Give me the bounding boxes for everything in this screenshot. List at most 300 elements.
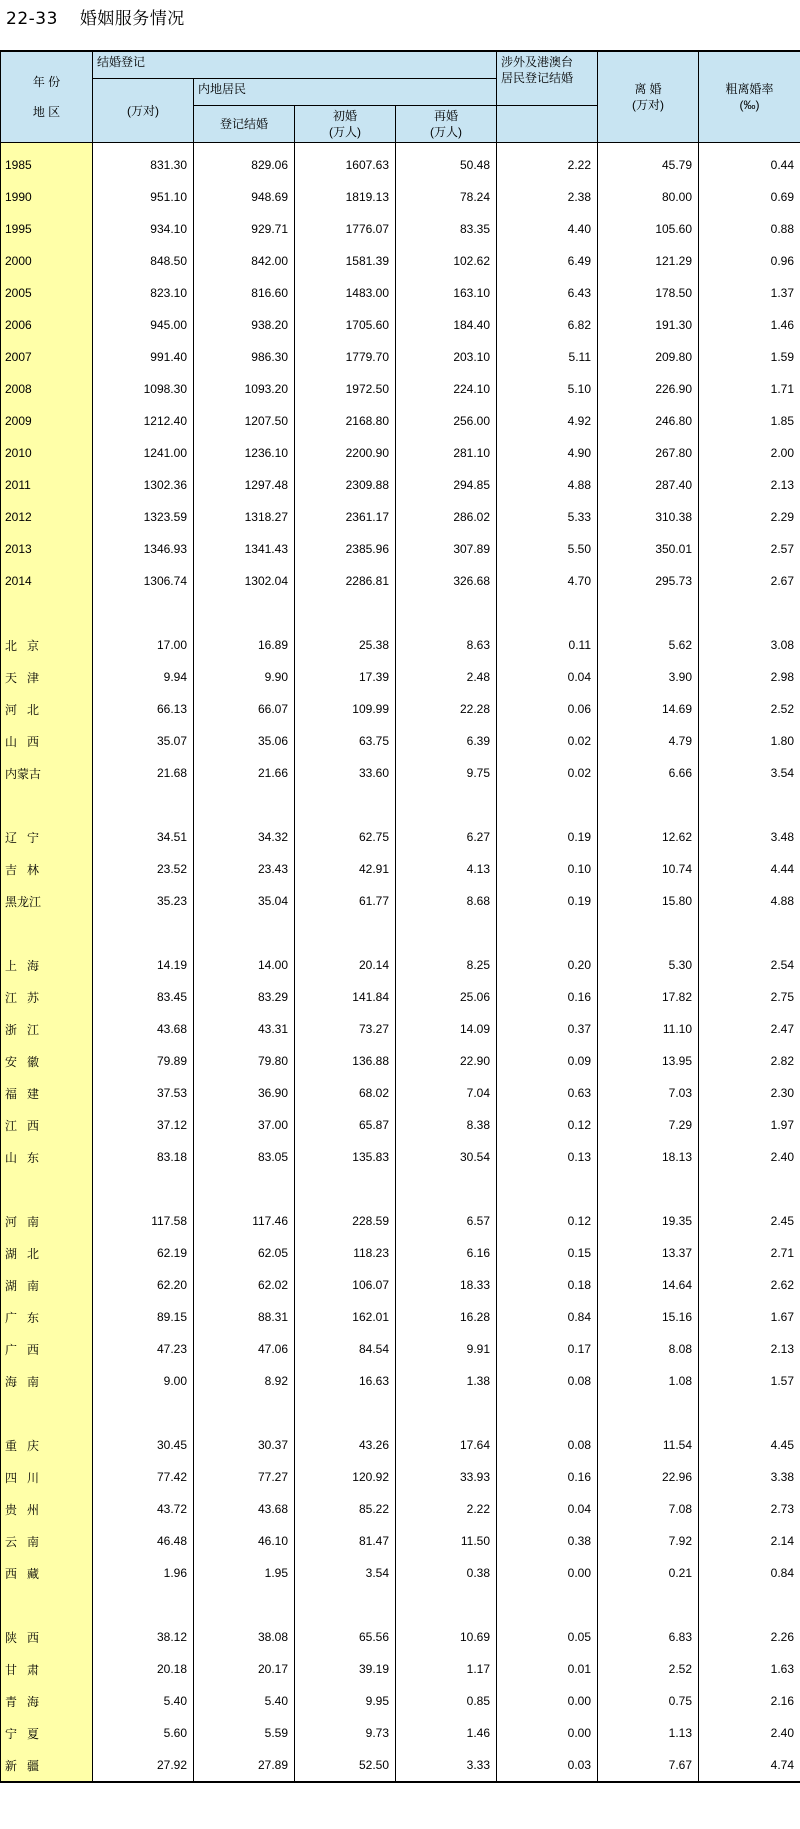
table-row [1,277,800,309]
value-cell: 102.62 [396,245,497,277]
spacer-cell [396,1173,497,1205]
value-cell: 191.30 [598,309,699,341]
value-cell: 7.03 [598,1077,699,1109]
value-cell: 27.89 [194,1749,295,1782]
value-cell: 37.12 [93,1109,194,1141]
value-cell: 66.13 [93,693,194,725]
value-cell: 7.08 [598,1493,699,1525]
value-cell: 6.16 [396,1237,497,1269]
value-cell: 1302.36 [93,469,194,501]
value-cell: 1705.60 [295,309,396,341]
region-cell: 西藏 [1,1557,93,1589]
value-cell: 35.06 [194,725,295,757]
value-cell: 83.35 [396,213,497,245]
value-cell: 4.40 [497,213,598,245]
value-cell: 1581.39 [295,245,396,277]
value-cell: 1.97 [699,1109,800,1141]
value-cell: 43.68 [93,1013,194,1045]
header-first-marriage [295,106,396,143]
table-row [1,1653,800,1685]
value-cell: 0.44 [699,149,800,181]
value-cell: 2.54 [699,949,800,981]
value-cell: 0.96 [699,245,800,277]
value-cell: 3.48 [699,821,800,853]
value-cell: 4.79 [598,725,699,757]
value-cell: 0.63 [497,1077,598,1109]
region-cell: 青海 [1,1685,93,1717]
value-cell: 2.00 [699,437,800,469]
value-cell: 1.59 [699,341,800,373]
year-cell: 2007 [1,341,93,373]
value-cell: 0.75 [598,1685,699,1717]
table-row [1,373,800,405]
spacer-cell [396,917,497,949]
value-cell: 1.57 [699,1365,800,1397]
value-cell: 63.75 [295,725,396,757]
spacer-cell [396,597,497,629]
value-cell: 281.10 [396,437,497,469]
region-cell: 甘肃 [1,1653,93,1685]
region-cell: 山东 [1,1141,93,1173]
value-cell: 1.46 [699,309,800,341]
spacer-row [1,1173,800,1205]
value-cell: 991.40 [93,341,194,373]
header-divorce-unit: (万对) [632,98,665,112]
value-cell: 2.22 [497,149,598,181]
value-cell: 2.62 [699,1269,800,1301]
spacer-cell [194,1589,295,1621]
value-cell: 823.10 [93,277,194,309]
value-cell: 0.18 [497,1269,598,1301]
table-row [1,1141,800,1173]
value-cell: 66.07 [194,693,295,725]
value-cell: 73.27 [295,1013,396,1045]
table-row [1,1493,800,1525]
value-cell: 17.82 [598,981,699,1013]
value-cell: 1323.59 [93,501,194,533]
table-row [1,853,800,885]
table-row [1,1365,800,1397]
value-cell: 135.83 [295,1141,396,1173]
value-cell: 22.96 [598,1461,699,1493]
value-cell: 938.20 [194,309,295,341]
value-cell: 81.47 [295,1525,396,1557]
value-cell: 3.38 [699,1461,800,1493]
value-cell: 2.38 [497,181,598,213]
region-cell: 北京 [1,629,93,661]
value-cell: 0.05 [497,1621,598,1653]
spacer-cell [699,597,800,629]
value-cell: 9.73 [295,1717,396,1749]
value-cell: 1341.43 [194,533,295,565]
value-cell: 9.91 [396,1333,497,1365]
region-cell: 贵州 [1,1493,93,1525]
value-cell: 4.45 [699,1429,800,1461]
value-cell: 8.92 [194,1365,295,1397]
table-row [1,1109,800,1141]
value-cell: 85.22 [295,1493,396,1525]
value-cell: 43.68 [194,1493,295,1525]
value-cell: 9.75 [396,757,497,789]
spacer-cell [93,789,194,821]
value-cell: 61.77 [295,885,396,917]
header-foreign-label: 涉外及港澳台 [501,55,574,69]
value-cell: 4.88 [497,469,598,501]
value-cell: 20.14 [295,949,396,981]
table-row [1,1749,800,1782]
value-cell: 0.38 [396,1557,497,1589]
value-cell: 62.02 [194,1269,295,1301]
header-foreign [497,51,598,106]
value-cell: 2.40 [699,1717,800,1749]
spacer-cell [699,917,800,949]
table-row [1,213,800,245]
value-cell: 1.08 [598,1365,699,1397]
value-cell: 118.23 [295,1237,396,1269]
spacer-cell [295,1397,396,1429]
value-cell: 6.27 [396,821,497,853]
value-cell: 2.47 [699,1013,800,1045]
spacer-cell [497,597,598,629]
region-cell: 江苏 [1,981,93,1013]
table-row [1,1557,800,1589]
value-cell: 2.40 [699,1141,800,1173]
value-cell: 951.10 [93,181,194,213]
table-row [1,1525,800,1557]
value-cell: 1.37 [699,277,800,309]
value-cell: 11.10 [598,1013,699,1045]
value-cell: 0.00 [497,1557,598,1589]
value-cell: 7.67 [598,1749,699,1782]
value-cell: 0.16 [497,1461,598,1493]
value-cell: 0.69 [699,181,800,213]
header-divorce-rate [699,51,800,143]
region-cell: 福建 [1,1077,93,1109]
value-cell: 14.19 [93,949,194,981]
value-cell: 0.09 [497,1045,598,1077]
table-row [1,437,800,469]
value-cell: 14.09 [396,1013,497,1045]
value-cell: 22.28 [396,693,497,725]
value-cell: 163.10 [396,277,497,309]
spacer-cell [295,1589,396,1621]
value-cell: 88.31 [194,1301,295,1333]
value-cell: 0.16 [497,981,598,1013]
table-row [1,629,800,661]
value-cell: 16.89 [194,629,295,661]
value-cell: 30.37 [194,1429,295,1461]
value-cell: 8.63 [396,629,497,661]
value-cell: 43.31 [194,1013,295,1045]
value-cell: 4.44 [699,853,800,885]
table-row [1,661,800,693]
value-cell: 47.06 [194,1333,295,1365]
value-cell: 1207.50 [194,405,295,437]
value-cell: 1972.50 [295,373,396,405]
value-cell: 6.82 [497,309,598,341]
header-foreign-spacer [497,106,598,143]
year-cell: 2005 [1,277,93,309]
value-cell: 34.32 [194,821,295,853]
spacer-cell [1,789,93,821]
value-cell: 184.40 [396,309,497,341]
spacer-cell [699,1173,800,1205]
table-row [1,821,800,853]
region-cell: 陕西 [1,1621,93,1653]
spacer-cell [1,917,93,949]
spacer-row [1,917,800,949]
value-cell: 7.04 [396,1077,497,1109]
spacer-cell [1,1589,93,1621]
header-first-marriage-label: 初婚 [332,109,357,123]
value-cell: 43.72 [93,1493,194,1525]
value-cell: 2168.80 [295,405,396,437]
value-cell: 21.66 [194,757,295,789]
spacer-cell [497,789,598,821]
value-cell: 2.98 [699,661,800,693]
value-cell: 22.90 [396,1045,497,1077]
table-row [1,181,800,213]
region-cell: 河北 [1,693,93,725]
value-cell: 2.14 [699,1525,800,1557]
value-cell: 310.38 [598,501,699,533]
value-cell: 326.68 [396,565,497,597]
spacer-cell [1,597,93,629]
value-cell: 5.40 [93,1685,194,1717]
value-cell: 203.10 [396,341,497,373]
value-cell: 77.27 [194,1461,295,1493]
spacer-cell [194,917,295,949]
header-remarriage [396,106,497,143]
value-cell: 79.80 [194,1045,295,1077]
year-cell: 2006 [1,309,93,341]
value-cell: 8.25 [396,949,497,981]
value-cell: 0.17 [497,1333,598,1365]
table-row [1,1333,800,1365]
value-cell: 2.82 [699,1045,800,1077]
value-cell: 17.39 [295,661,396,693]
table-row [1,469,800,501]
region-cell: 广东 [1,1301,93,1333]
value-cell: 62.20 [93,1269,194,1301]
value-cell: 1346.93 [93,533,194,565]
value-cell: 62.75 [295,821,396,853]
value-cell: 83.29 [194,981,295,1013]
value-cell: 1098.30 [93,373,194,405]
value-cell: 37.53 [93,1077,194,1109]
value-cell: 256.00 [396,405,497,437]
table-row [1,1685,800,1717]
spacer-cell [396,1589,497,1621]
value-cell: 1241.00 [93,437,194,469]
value-cell: 4.13 [396,853,497,885]
spacer-cell [93,1589,194,1621]
spacer-cell [598,917,699,949]
table-header [1,51,800,143]
value-cell: 2.13 [699,1333,800,1365]
value-cell: 0.04 [497,1493,598,1525]
value-cell: 6.66 [598,757,699,789]
value-cell: 2.29 [699,501,800,533]
table-row [1,1301,800,1333]
value-cell: 2.48 [396,661,497,693]
value-cell: 5.10 [497,373,598,405]
year-cell: 2009 [1,405,93,437]
value-cell: 929.71 [194,213,295,245]
header-divorce-label: 离 婚 [634,82,662,96]
value-cell: 0.19 [497,885,598,917]
value-cell: 2385.96 [295,533,396,565]
value-cell: 0.20 [497,949,598,981]
spacer-cell [598,1173,699,1205]
header-mainland: 内地居民 [194,79,497,106]
spacer-cell [1,1173,93,1205]
value-cell: 14.69 [598,693,699,725]
value-cell: 9.95 [295,1685,396,1717]
value-cell: 62.19 [93,1237,194,1269]
value-cell: 0.19 [497,821,598,853]
year-cell: 2000 [1,245,93,277]
table-row [1,693,800,725]
value-cell: 1779.70 [295,341,396,373]
spacer-row [1,789,800,821]
value-cell: 350.01 [598,533,699,565]
value-cell: 5.30 [598,949,699,981]
value-cell: 8.08 [598,1333,699,1365]
value-cell: 5.40 [194,1685,295,1717]
value-cell: 0.84 [699,1557,800,1589]
value-cell: 986.30 [194,341,295,373]
year-cell: 2008 [1,373,93,405]
value-cell: 6.49 [497,245,598,277]
value-cell: 2.30 [699,1077,800,1109]
region-cell: 江西 [1,1109,93,1141]
value-cell: 0.84 [497,1301,598,1333]
value-cell: 50.48 [396,149,497,181]
value-cell: 1318.27 [194,501,295,533]
value-cell: 2.52 [598,1653,699,1685]
value-cell: 287.40 [598,469,699,501]
value-cell: 17.00 [93,629,194,661]
value-cell: 141.84 [295,981,396,1013]
value-cell: 83.05 [194,1141,295,1173]
table-row [1,1077,800,1109]
value-cell: 30.45 [93,1429,194,1461]
region-cell: 山西 [1,725,93,757]
spacer-cell [497,1173,598,1205]
value-cell: 6.83 [598,1621,699,1653]
value-cell: 6.43 [497,277,598,309]
value-cell: 33.60 [295,757,396,789]
spacer-cell [1,1397,93,1429]
value-cell: 23.52 [93,853,194,885]
value-cell: 1607.63 [295,149,396,181]
table-row [1,309,800,341]
value-cell: 83.18 [93,1141,194,1173]
value-cell: 37.00 [194,1109,295,1141]
year-cell: 2014 [1,565,93,597]
header-divorce-rate-unit: (‰) [739,98,760,112]
table-row [1,565,800,597]
value-cell: 4.92 [497,405,598,437]
value-cell: 848.50 [93,245,194,277]
value-cell: 1212.40 [93,405,194,437]
spacer-cell [598,597,699,629]
value-cell: 16.63 [295,1365,396,1397]
value-cell: 11.50 [396,1525,497,1557]
value-cell: 80.00 [598,181,699,213]
value-cell: 831.30 [93,149,194,181]
spacer-cell [396,789,497,821]
value-cell: 5.11 [497,341,598,373]
spacer-cell [699,789,800,821]
region-cell: 湖北 [1,1237,93,1269]
value-cell: 46.48 [93,1525,194,1557]
value-cell: 45.79 [598,149,699,181]
value-cell: 84.54 [295,1333,396,1365]
value-cell: 1.80 [699,725,800,757]
table-row [1,1429,800,1461]
spacer-cell [93,917,194,949]
header-first-marriage-unit: (万人) [329,125,361,139]
value-cell: 0.04 [497,661,598,693]
header-remarriage-unit: (万人) [430,125,462,139]
region-cell: 海南 [1,1365,93,1397]
value-cell: 117.58 [93,1205,194,1237]
spacer-cell [598,789,699,821]
table-row [1,981,800,1013]
value-cell: 934.10 [93,213,194,245]
value-cell: 5.50 [497,533,598,565]
value-cell: 246.80 [598,405,699,437]
region-cell: 上海 [1,949,93,981]
value-cell: 1.96 [93,1557,194,1589]
value-cell: 2.75 [699,981,800,1013]
table-row [1,1045,800,1077]
value-cell: 14.64 [598,1269,699,1301]
region-cell: 四川 [1,1461,93,1493]
value-cell: 1.71 [699,373,800,405]
region-cell: 云南 [1,1525,93,1557]
value-cell: 35.23 [93,885,194,917]
table-row [1,1013,800,1045]
value-cell: 2.13 [699,469,800,501]
header-marriage-unit: (万对) [93,79,194,143]
spacer-cell [497,1397,598,1429]
value-cell: 14.00 [194,949,295,981]
value-cell: 224.10 [396,373,497,405]
value-cell: 20.18 [93,1653,194,1685]
value-cell: 226.90 [598,373,699,405]
value-cell: 1.13 [598,1717,699,1749]
table-name: 婚姻服务情况 [79,9,185,29]
region-cell: 吉林 [1,853,93,885]
spacer-cell [699,1397,800,1429]
value-cell: 10.74 [598,853,699,885]
region-cell: 新疆 [1,1749,93,1782]
value-cell: 3.08 [699,629,800,661]
value-cell: 65.87 [295,1109,396,1141]
value-cell: 2.67 [699,565,800,597]
header-remarriage-label: 再婚 [434,109,459,123]
value-cell: 0.88 [699,213,800,245]
value-cell: 8.68 [396,885,497,917]
value-cell: 121.29 [598,245,699,277]
value-cell: 0.00 [497,1717,598,1749]
value-cell: 20.17 [194,1653,295,1685]
value-cell: 267.80 [598,437,699,469]
spacer-cell [598,1397,699,1429]
